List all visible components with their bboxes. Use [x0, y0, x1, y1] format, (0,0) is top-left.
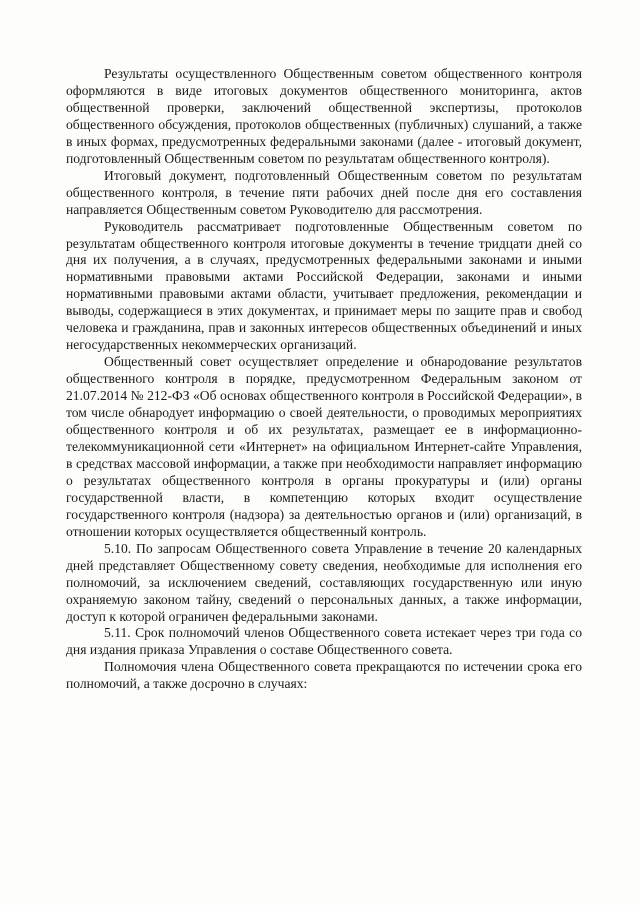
- paragraph-results-formalization: Результаты осуществленного Общественным советом общественного контроля оформляются в виде итоговых документов общественного мониторинга, актов общественной проверки, заключений общественной экспертизы, протоколов общественного обсуждения, протоколов общественных (публичных) слушаний, а также в иных формах, предусмотренных федеральными законами (далее - итоговый документ, подготовленный Общественным советом по результатам общественного контроля).: [66, 66, 582, 166]
- paragraph-section-5-10: 5.10. По запросам Общественного совета Управление в течение 20 календарных дней представляет Общественному совету сведения, необходимые для исполнения его полномочий, за исключением сведений, составляющих государственную или иную охраняемую законом тайну, сведений о персональных данных, а также информации, доступ к которой ограничен федеральными законами.: [66, 540, 582, 624]
- paragraph-publication: Общественный совет осуществляет определение и обнародование результатов общественного контроля в порядке, предусмотренном Федеральным законом от 21.07.2014 № 212-ФЗ «Об основах общественного контроля в Российской Федерации», в том числе обнародует информацию о своей деятельности, о проводимых мероприятиях общественного контроля и об их результатах, размещает ее в информационно-телекоммуникационной сети «Интернет» на официальном Интернет-сайте Управления, в средствах массовой информации, а также при необходимости направляет информацию о результатах общественного контроля в органы прокуратуры и (или) органы государственной власти, в компетенцию которых входит осуществление государственного контроля (надзора) за деятельностью органов и (или) организаций, в отношении которых осуществляется общественный контроль.: [66, 354, 582, 539]
- document-body: [66, 66, 582, 693]
- paragraph-final-document: Итоговый документ, подготовленный Общественным советом по результатам общественного контроля, в течение пяти рабочих дней после дня его составления направляется Общественным советом Руководителю для рассмотрения.: [66, 167, 582, 217]
- paragraph-head-review: Руководитель рассматривает подготовленные Общественным советом по результатам общественного контроля итоговые документы в течение тридцати дней со дня их получения, а в случаях, предусмотренных федеральными законами и иными нормативными правовыми актами Российской Федерации, законами и иными нормативными правовыми актами области, учитывает предложения, рекомендации и выводы, содержащиеся в этих документах, и принимает меры по защите прав и свобод человека и гражданина, прав и законных интересов общественных объединений и иных негосударственных некоммерческих организаций.: [66, 218, 582, 353]
- paragraph-section-5-11: 5.11. Срок полномочий членов Общественного совета истекает через три года со дня издания приказа Управления о составе Общественного совета.: [66, 625, 582, 658]
- paragraph-termination: Полномочия члена Общественного совета прекращаются по истечении срока его полномочий, а также досрочно в случаях:: [66, 659, 582, 692]
